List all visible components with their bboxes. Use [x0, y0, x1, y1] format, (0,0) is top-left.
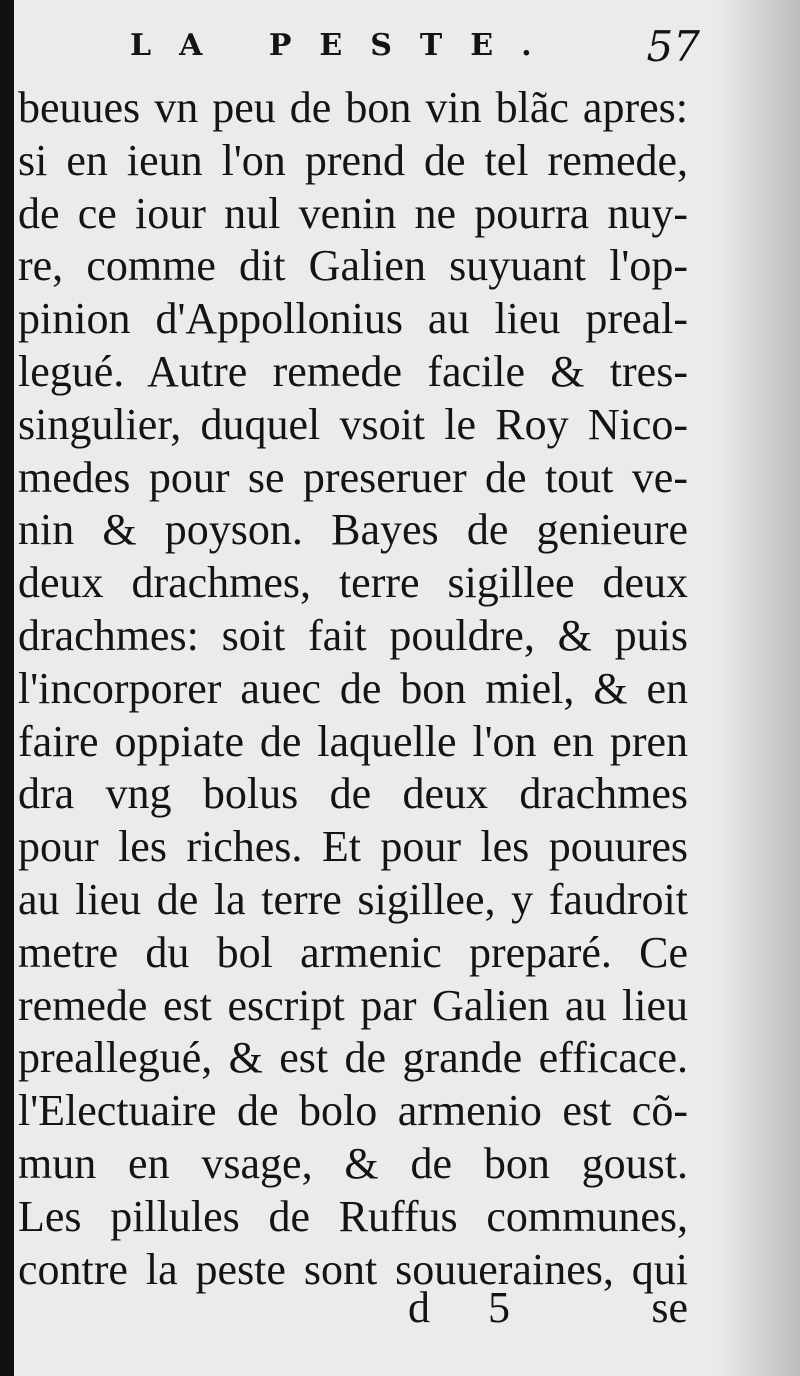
text-line: legué. Autre remede facile & tres-: [18, 346, 688, 396]
body-text: [18, 82, 688, 1296]
text-line: faire oppiate de laquelle l'on en pren: [18, 716, 688, 766]
text-line: contre la peste sont souueraines, qui: [18, 1244, 688, 1294]
page-gutter-shadow: [0, 0, 14, 1376]
text-line: remede est escript par Galien au lieu: [18, 980, 688, 1030]
text-line: re, comme dit Galien suyuant l'op-: [18, 241, 688, 291]
text-line: nin & poyson. Bayes de genieure: [18, 505, 688, 555]
text-line: Les pillules de Ruffus communes,: [18, 1191, 688, 1241]
text-line: preallegué, & est de grande efficace.: [18, 1033, 688, 1083]
text-line: beuues vn peu de bon vin blãc apres:: [18, 83, 688, 132]
text-line: drachmes: soit fait pouldre, & puis: [18, 610, 688, 660]
text-line: pour les riches. Et pour les pouures: [18, 822, 688, 872]
text-line: de ce iour nul venin ne pourra nuy-: [18, 188, 688, 238]
running-title: LA PESTE.: [130, 28, 560, 63]
signature-letter: d: [408, 1283, 430, 1332]
page-edge-shadow: [716, 0, 800, 1376]
signature-number: 5: [488, 1283, 510, 1332]
text-line: medes pour se preseruer de tout ve-: [18, 452, 688, 502]
text-line: pinion d'Appollonius au lieu preal-: [18, 294, 688, 344]
page-number: 57: [646, 22, 700, 71]
signature-line: [408, 1282, 688, 1342]
text-line: dra vng bolus de deux drachmes: [18, 769, 688, 819]
text-line: singulier, duquel vsoit le Roy Nico-: [18, 399, 688, 449]
catchword: se: [651, 1283, 688, 1332]
page-header: [130, 22, 700, 72]
text-line: metre du bol armenic preparé. Ce: [18, 927, 688, 977]
text-line: l'incorporer auec de bon miel, & en: [18, 663, 688, 713]
text-line: mun en vsage, & de bon goust.: [18, 1138, 688, 1188]
text-line: au lieu de la terre sigillee, y faudroit: [18, 874, 688, 924]
text-line: l'Electuaire de bolo armenio est cõ-: [18, 1086, 688, 1136]
text-line: deux drachmes, terre sigillee deux: [18, 558, 688, 608]
text-line: si en ieun l'on prend de tel remede,: [18, 135, 688, 185]
